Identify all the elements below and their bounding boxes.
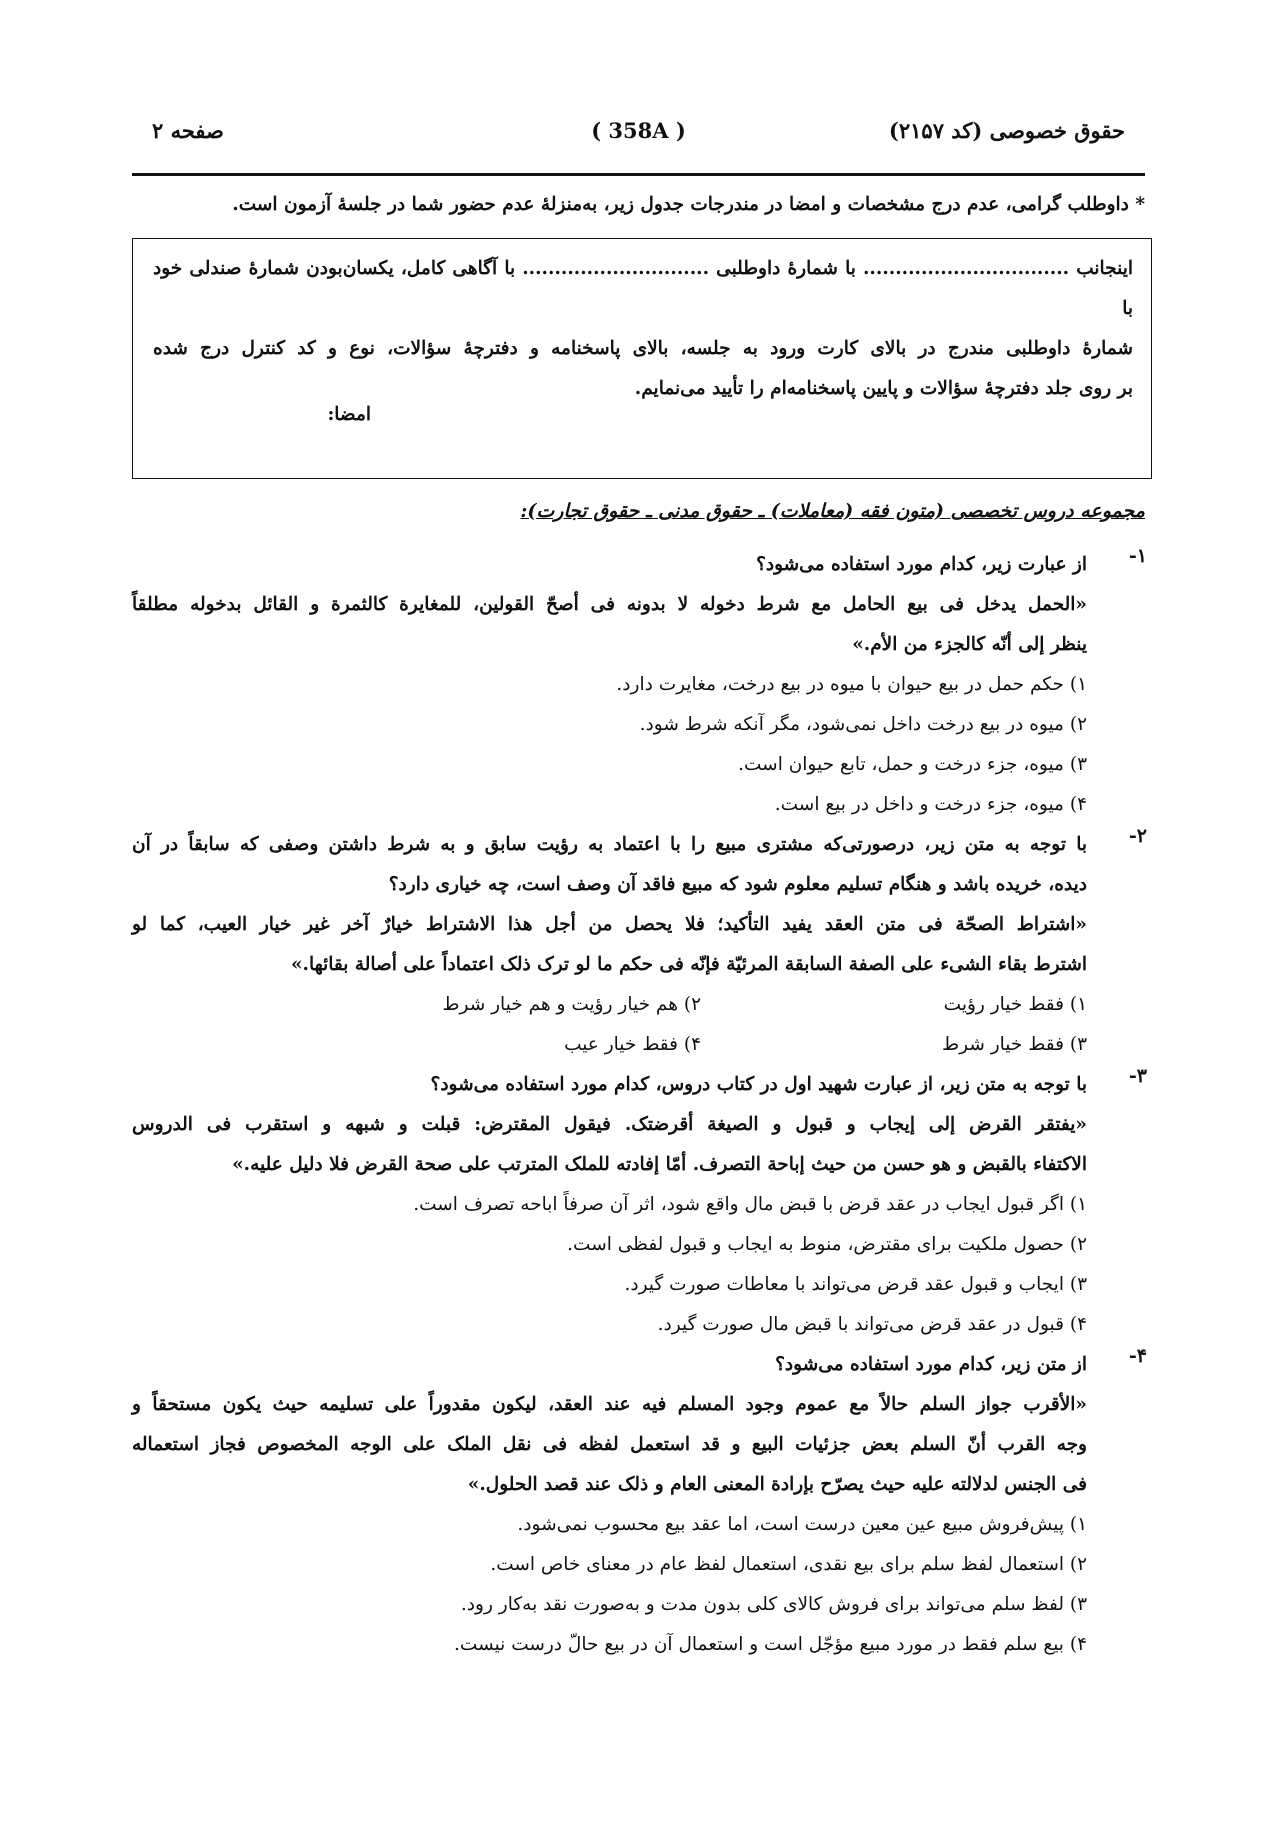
answer-option: ۳) لفظ سلم می‌تواند برای فروش کالای کلی بدون مدت و به‌صورت نقد به‌کار رود.	[460, 1594, 1087, 1615]
question-prompt: با توجه به متن زیر، درصورتی‌که مشتری مبیع را با اعتماد به رؤیت سابق و به شرط داشتن وصفی که سابقاً در آن	[132, 834, 1087, 855]
answer-option-row	[132, 985, 1087, 1025]
answer-option: ۲) استعمال لفظ سلم برای بیع نقدی، استعمال لفظ عام در معنای خاص است.	[490, 1554, 1087, 1575]
question-prompt: از متن زیر، کدام مورد استفاده می‌شود؟	[775, 1354, 1087, 1375]
answer-option: ۴) میوه، جزء درخت و داخل در بیع است.	[774, 794, 1087, 815]
question-quote: الاکتفاء بالقبض و هو حسن من حیث إباحة التصرف. أمّا إفادته للملک المترتب علی صحة القرض فلا دلیل علیه.»	[232, 1154, 1087, 1175]
answer-option: ۳) فقط خیار شرط	[942, 1034, 1087, 1055]
page-number: صفحه ۲	[152, 118, 224, 143]
answer-option: ۴) قبول در عقد قرض می‌تواند با قبض مال صورت گیرد.	[657, 1314, 1087, 1335]
answer-option: ۲) حصول ملکیت برای مقترض، منوط به ایجاب و قبول لفظی است.	[567, 1234, 1087, 1255]
question-prompt: با توجه به متن زیر، از عبارت شهید اول در کتاب دروس، کدام مورد استفاده می‌شود؟	[430, 1074, 1087, 1095]
question-quote: اشترط بقاء الشیء علی الصفة السابقة المرئیّة فإنّه فی حکم ما لو ترک ذلک اعتماداً علی أصالة بقائها.»	[290, 954, 1087, 975]
answer-option: ۱) پیش‌فروش مبیع عین معین درست است، اما عقد بیع محسوب نمی‌شود.	[517, 1514, 1087, 1535]
section-title: مجموعه دروس تخصصی (متون فقه (معاملات) ـ حقوق مدنی ـ حقوق تجارت):	[520, 500, 1145, 522]
candidate-notice: * داوطلب گرامی، عدم درج مشخصات و امضا در مندرجات جدول زیر، به‌منزلهٔ عدم حضور شما در جلسهٔ آزمون است.	[232, 194, 1145, 215]
booklet-code: ( 358A )	[591, 118, 686, 143]
question-quote: فی الجنس لدلالته علیه حیث یصرّح بإرادة المعنی العام و ذلک عند قصد الحلول.»	[467, 1474, 1087, 1495]
answer-option: ۱) فقط خیار رؤیت	[943, 994, 1087, 1015]
answer-option: ۲) میوه در بیع درخت داخل نمی‌شود، مگر آنکه شرط شود.	[639, 714, 1087, 735]
answer-option: ۲) هم خیار رؤیت و هم خیار شرط	[442, 994, 701, 1015]
declaration-text	[153, 249, 1133, 409]
answer-option: ۱) حکم حمل در بیع حیوان با میوه در بیع درخت، مغایرت دارد.	[616, 674, 1087, 695]
declaration-line: اینجانب ................................ با شمارهٔ داوطلبی ............................. با آگاهی کامل، یکسان‌بودن شمارهٔ صندلی خود با	[153, 258, 1133, 319]
answer-option-row	[132, 1025, 1087, 1065]
answer-option: ۴) بیع سلم فقط در مورد مبیع مؤجّل است و استعمال آن در بیع حالّ درست نیست.	[454, 1634, 1087, 1655]
exam-title: حقوق خصوصی (کد ۲۱۵۷)	[888, 118, 1125, 143]
declaration-box	[132, 238, 1152, 479]
signature-label: امضا:	[327, 404, 371, 425]
declaration-line: شمارهٔ داوطلبی مندرج در بالای کارت ورود به جلسه، بالای پاسخنامه و دفترچهٔ سؤالات، نوع و کد کنترل درج شده	[153, 338, 1133, 359]
header-divider	[132, 173, 1145, 176]
question-prompt: از عبارت زیر، کدام مورد استفاده می‌شود؟	[756, 554, 1087, 575]
question-number: -۴	[1128, 1345, 1147, 1367]
question-prompt: دیده، خریده باشد و هنگام تسلیم معلوم شود که مبیع فاقد آن وصف است، چه خیاری دارد؟	[388, 874, 1087, 895]
question-number: -۲	[1128, 825, 1147, 847]
question-quote: «الأقرب جواز السلم حالاً مع عموم وجود المسلم فیه عند العقد، لیکون مقدوراً علی تسلیمه حیث یکون مستحقاً و	[132, 1394, 1087, 1415]
question-quote: ینظر إلی أنّه کالجزء من الأم.»	[852, 634, 1087, 655]
page-header	[152, 118, 1125, 158]
declaration-line: بر روی جلد دفترچهٔ سؤالات و پایین پاسخنامه‌ام را تأیید می‌نمایم.	[634, 378, 1133, 399]
question-number: -۱	[1128, 545, 1147, 567]
answer-option: ۳) میوه، جزء درخت و حمل، تابع حیوان است.	[738, 754, 1087, 775]
answer-option: ۱) اگر قبول ایجاب در عقد قرض با قبض مال واقع شود، اثر آن صرفاً اباحه تصرف است.	[413, 1194, 1087, 1215]
question-quote: «الحمل یدخل فی بیع الحامل مع شرط دخوله لا بدونه فی أصحّ القولین، للمغایرة کالثمرة و القائل بدخوله مطلقاً	[132, 594, 1087, 615]
question-quote: «یفتقر القرض إلی إیجاب و قبول و الصیغة أقرضتک. فیقول المقترض: قبلت و شبهه و استقرب فی الدروس	[132, 1114, 1087, 1135]
question-quote: «اشتراط الصحّة فی متن العقد یفید التأکید؛ فلا یحصل من أجل هذا الاشتراط خیارٌ آخر غیر خیار العیب، کما لو	[132, 914, 1087, 935]
question-quote: وجه القرب أنّ السلم بعض جزئیات البیع و قد استعمل لفظه فی نقل الملک علی الوجه المخصوص فجاز استعماله	[132, 1434, 1087, 1455]
answer-option: ۴) فقط خیار عیب	[564, 1034, 701, 1055]
question-number: -۳	[1128, 1065, 1147, 1087]
answer-option: ۳) ایجاب و قبول عقد قرض می‌تواند با معاطات صورت گیرد.	[624, 1274, 1087, 1295]
